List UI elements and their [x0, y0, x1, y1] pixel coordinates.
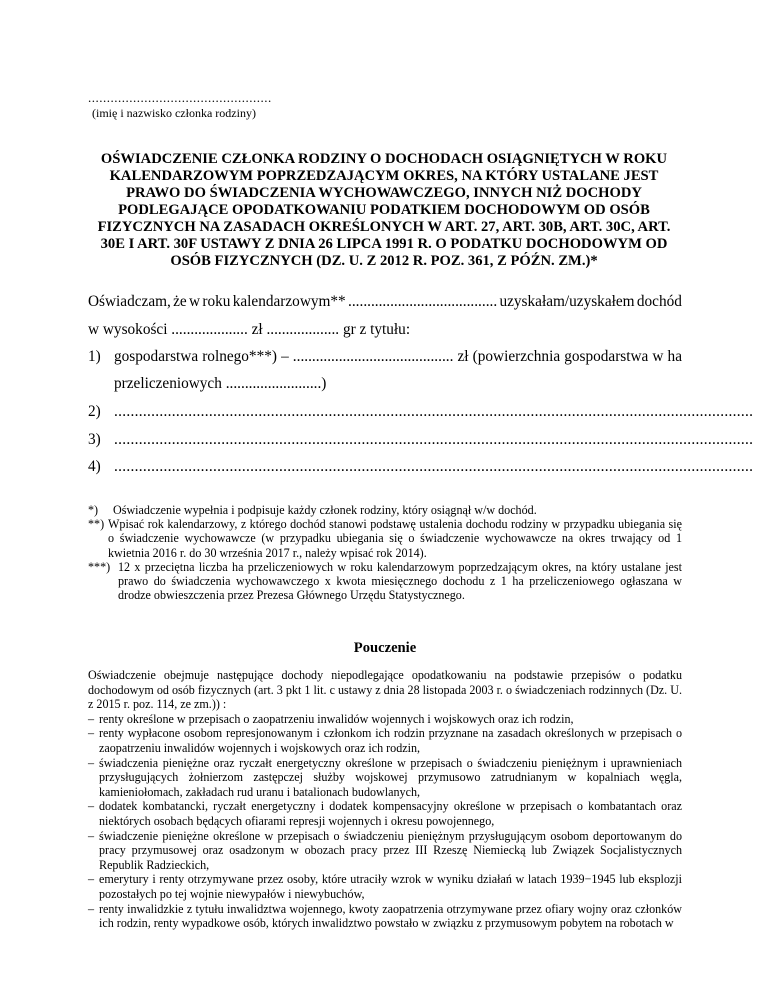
word: Oświadczam, [88, 293, 171, 310]
word: roku [202, 293, 231, 310]
word: w [189, 293, 201, 310]
item-number: 4) [88, 458, 101, 475]
word: (powierzchnia [472, 348, 561, 365]
word: zł [457, 348, 469, 365]
income-field-3[interactable]: ........................................................................................................................................................... [114, 431, 754, 448]
income-field-4[interactable]: ........................................................................................................................................................... [114, 458, 754, 475]
footnotes [88, 503, 682, 602]
word: gospodarstwa [564, 348, 649, 365]
income-field-2[interactable]: ........................................................................................................................................................... [114, 403, 754, 420]
footnote-mark: *) [88, 503, 99, 517]
word: rolnego***) [202, 348, 277, 365]
word: kalendarzowym** [232, 293, 346, 310]
farm-income-field[interactable]: .......................................... [292, 348, 454, 365]
footnote [88, 517, 682, 560]
footnote-text: Wpisać rok kalendarzowy, z którego dochód stanowi podstawę ustalenia dochodu rodziny w przypadku ubiegania się o świadczenie wychowawcze (w przypadku ubiegania się o świadczenie wychowawcze na okres trwający od 1 kwietnia 2016 r. do 30 września 2017 r., należy wpisać rok 2014). [108, 517, 682, 560]
footnote-text: Oświadczenie wypełnia i podpisuje każdy członek rodziny, który osiągnął w/w dochód. [113, 503, 537, 517]
word: ha [667, 348, 682, 365]
pouczenie-body [88, 668, 682, 931]
word: w [652, 348, 664, 365]
item-number: 1) [88, 348, 101, 365]
footnote-mark: **) [88, 517, 105, 532]
footnote [88, 560, 682, 603]
word: gospodarstwa [114, 348, 199, 365]
list-item: – renty wypłacone osobom represjonowanym i członkom ich rodzin przyznane na zasadach określonych w przepisach o zaopatrzeniu inwalidów wojennych i wojskowych oraz ich rodzin, [88, 726, 682, 755]
declaration-line-2[interactable]: w wysokości .................... zł ................... gr z tytułu: [88, 321, 411, 338]
list-item: – dodatek kombatancki, ryczałt energetyczny i dodatek kompensacyjny określone w przepisach o kombatantach oraz niektórych osobach będących ofiarami represji wojennych i okresu powojennego, [88, 799, 682, 828]
pouczenie-intro: Oświadczenie obejmuje następujące dochody niepodlegające opodatkowaniu na podstawie przepisów o podatku dochodowym od osób fizycznych (art. 3 pkt 1 lit. c ustawy z dnia 28 listopada 2003 r. o świadczeniach rodzinnych (Dz. U. z 2015 r. poz. 114, ze zm.)) : [88, 668, 682, 712]
hectares-field[interactable]: przeliczeniowych .........................) [114, 375, 327, 392]
signature-block [88, 91, 272, 121]
income-types-list [88, 712, 682, 931]
signature-line[interactable]: ................................................. [88, 90, 272, 105]
word: uzyskałam/uzyskałem [499, 293, 635, 310]
footnote-text: 12 x przeciętna liczba ha przeliczeniowych w roku kalendarzowym poprzedzającym okres, na który ustalane jest prawo do świadczenia wychowawczego x kwota miesięcznego dochodu z 1 ha przeliczeniowego ogłaszana w drodze obwieszczenia przez Prezesa Głównego Urzędu Statystycznego. [118, 559, 682, 603]
declaration-line-1 [88, 293, 682, 311]
list-item: – świadczenia pieniężne oraz ryczałt energetyczny określone w przepisach o świadczeniu pieniężnym i uprawnieniach przysługujących żołnierzom zastępczej służby wojskowej przymusowo zatrudnianym w kopalniach węgla, kamieniołomach, zakładach rud uranu i batalionach budowlanych, [88, 756, 682, 800]
list-item: – świadczenie pieniężne określone w przepisach o świadczeniu pieniężnym przysługującym osobom deportowanym do pracy przymusowej oraz osadzonym w obozach pracy przez III Rzeszę Niemiecką lub Związek Socjalistycznych Republik Radzieckich, [88, 829, 682, 873]
pouczenie-heading: Pouczenie [353, 640, 417, 656]
word: dochód [636, 293, 682, 310]
list-item: – renty inwalidzkie z tytułu inwalidztwa wojennego, kwoty zaopatrzenia otrzymywane przez ofiary wojny oraz członków ich rodzin, renty wypadkowe osób, których inwalidztwo powstało w związku z przymusowym pobytem na robotach w [88, 902, 682, 931]
list-item: – emerytury i renty otrzymywane przez osoby, które utraciły wzrok w wyniku działań w latach 1939−1945 lub eksplozji pozostałych po tej wojnie niewypałów i niewybuchów, [88, 872, 682, 901]
footnote [88, 503, 682, 517]
footnote-mark: ***) [88, 559, 111, 574]
year-field[interactable]: ....................................... [348, 293, 498, 310]
document-title: OŚWIADCZENIE CZŁONKA RODZINY O DOCHODACH OSIĄGNIĘTYCH W ROKU KALENDARZOWYM POPRZEDZAJĄCYM OKRES, NA KTÓRY USTALANE JEST PRAWO DO ŚWIADCZENIA WYCHOWAWCZEGO, INNYCH NIŻ DOCHODY PODLEGAJĄCE OPODATKOWANIU PODATKIEM DOCHODOWYM OD OSÓB FIZYCZNYCH NA ZASADACH OKREŚLONYCH W ART. 27, ART. 30B, ART. 30C, ART. 30E I ART. 30F USTAWY Z DNIA 26 LIPCA 1991 R. O PODATKU DOCHODOWYM OD OSÓB FIZYCZNYCH (DZ. U. Z 2012 R. POZ. 361, Z PÓŹN. ZM.)* [97, 151, 671, 269]
word: – [281, 348, 289, 365]
item-number: 3) [88, 431, 101, 448]
item-number: 2) [88, 403, 101, 420]
word: że [173, 293, 187, 310]
signature-label: (imię i nazwisko członka rodziny) [92, 106, 256, 120]
list-item: – renty określone w przepisach o zaopatrzeniu inwalidów wojennych i wojskowych oraz ich rodzin, [88, 712, 682, 727]
